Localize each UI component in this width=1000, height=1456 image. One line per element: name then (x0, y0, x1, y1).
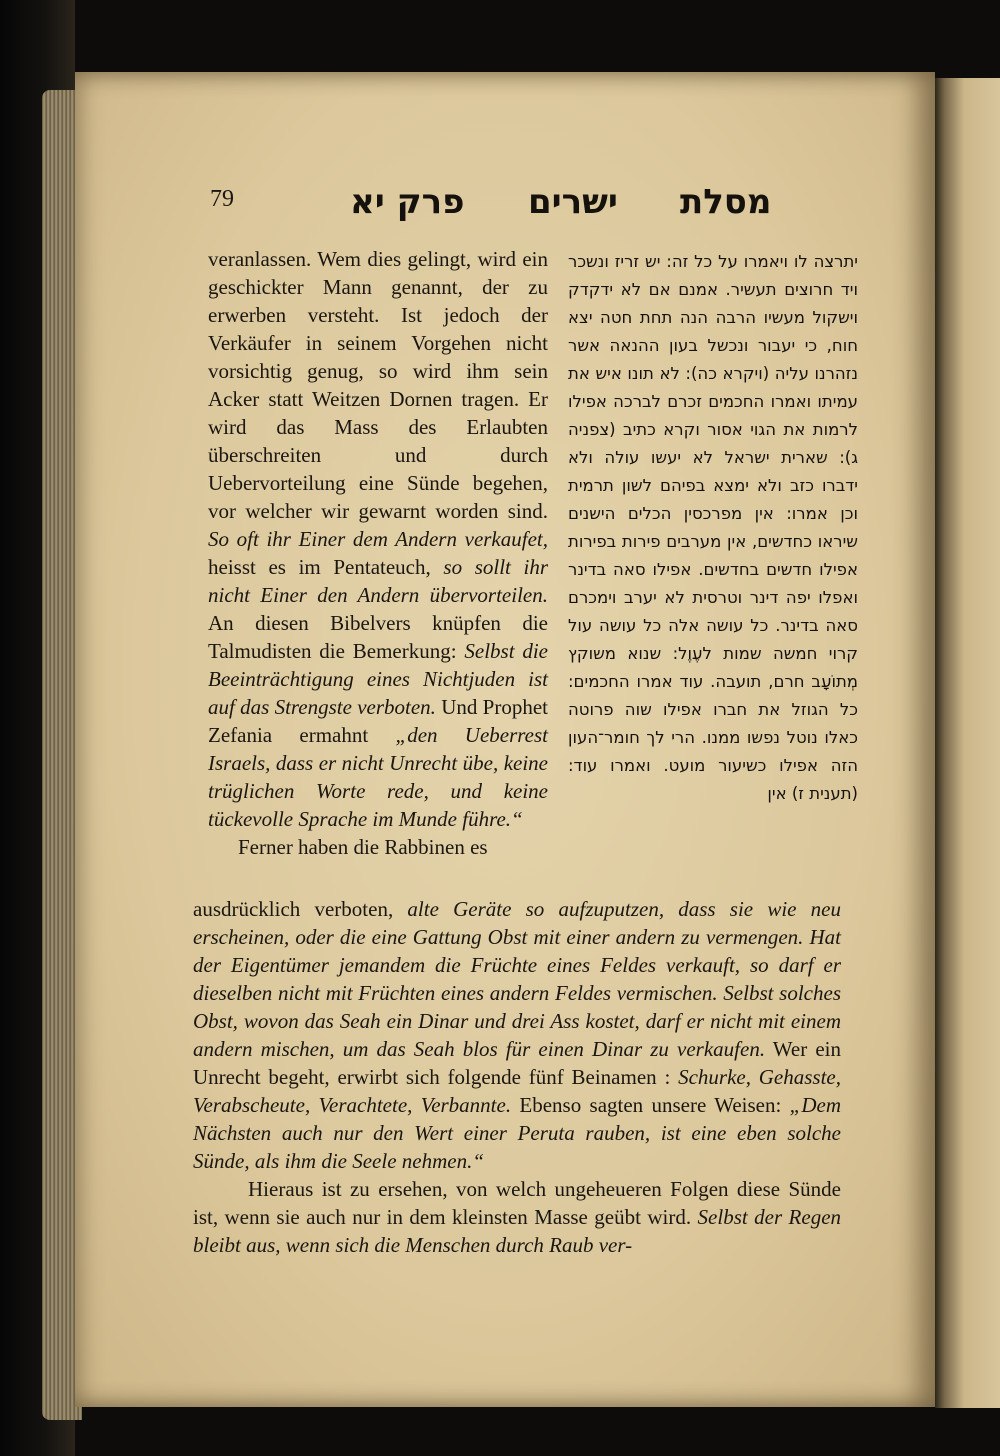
hebrew-text: יתרצה לו ויאמרו על כל זה: יש זריז ונשכר ויד חרוצים תעשיר. אמנם אם לא ידקדק וישקול מעשיו הרבה הנה תחת חטה יצא חוח, כי יעבור ונכשל בעון ההנאה אשר נזהרנו עליה (ויקרא כה): לא תונו איש את עמיתו ואמרו החכמים זכרם לברכה אפילו לרמות את הגוי אסור וקרא כתיב (צפניה ג): שארית ישראל לא יעשו עולה ולא ידברו כזב ולא ימצא בפיהם לשון תרמית וכן אמרו: אין מפרכסין הכלים הישנים שיראו כחדשים, אין מערבים פירות בפירות אפילו חדשים בחדשים. אפילו סאה בדינר ואפלו יפה דינר וטרסית לא יערב וימכרם סאה בדינר. כל עושה אלה כל עושה עול קרוי חמשה שמות לעֶוֶל: שנוא משוקץ מְתוֹעָב חרם, תועבה. עוד אמרו החכמים: כל הגוזל את חברו אפילו שוה פרוטה כאלו נוטל נפשו ממנו. הרי לך חומר־העון הזה אפילו כשיעור מועט. ואמרו עוד: (תענית ז) אין (568, 252, 858, 803)
running-title-word1: מסלת (680, 182, 772, 222)
paragraph: Hieraus ist zu ersehen, von welch ungeheueren Folgen diese Sünde ist, wenn sie auch nur in dem kleinsten Masse geübt wird. Selbst der Regen bleibt aus, wenn sich die Menschen durch Raub ver- (193, 1177, 842, 1257)
running-title-word2: ישרים (528, 182, 618, 222)
full-width-text (193, 895, 841, 1259)
german-paragraph: veranlassen. Wem dies gelingt, wird ein geschickter Mann genannt, der zu erwerben versteht. Ist jedoch der Verkäufer in seinem Vorgehen nicht vorsichtig genug, so wird ihm sein Acker statt Weitzen Dornen tragen. Er wird das Mass des Erlaubten überschreiten und durch Uebervorteilung eine Sünde begehen, vor welcher wir gewarnt worden sind. So oft ihr Einer dem Andern verkaufet, heisst es im Pentateuch, so sollt ihr nicht Einer den Andern übervorteilen. An diesen Bibelvers knüpfen die Talmudisten die Bemerkung: Selbst die Beeinträchtigung eines Nichtjuden ist auf das Strengste verboten. Und Prophet Zefania ermahnt „den Ueberrest Israels, dass er nicht Unrecht übe, keine trüglichen Worte rede, und keine tückevolle Sprache im Munde führe.“ (208, 247, 549, 831)
german-column (208, 245, 548, 861)
page-number: 79 (210, 186, 234, 212)
hebrew-column (568, 248, 858, 808)
paragraph-continuation: ausdrücklich verboten, alte Geräte so aufzuputzen, dass sie wie neu erscheinen, oder die eine Gattung Obst mit einer andern zu vermengen. Hat der Eigentümer jemandem die Früchte eines Feldes verkauft, so darf er dieselben nicht mit Früchten eines andern Feldes vermischen. Selbst solches Obst, wovon das Seah ein Dinar und drei Ass kostet, darf er nicht mit einem andern mischen, um das Seah blos für einen Dinar zu verkaufen. Wer ein Unrecht begeht, erwirbt sich folgende fünf Beinamen : Schurke, Gehasste, Verabscheute, Verachtete, Verbannte. Ebenso sagten unsere Weisen: „Dem Nächsten auch nur den Wert einer Peruta rauben, ist eine eben solche Sünde, als ihm die Seele nehmen.“ (193, 897, 842, 1173)
page-header (210, 182, 772, 232)
facing-page-edge (935, 78, 1000, 1408)
german-paragraph-start: Ferner haben die Rabbinen es (238, 835, 488, 859)
chapter-heading: פרק יא (350, 182, 465, 222)
